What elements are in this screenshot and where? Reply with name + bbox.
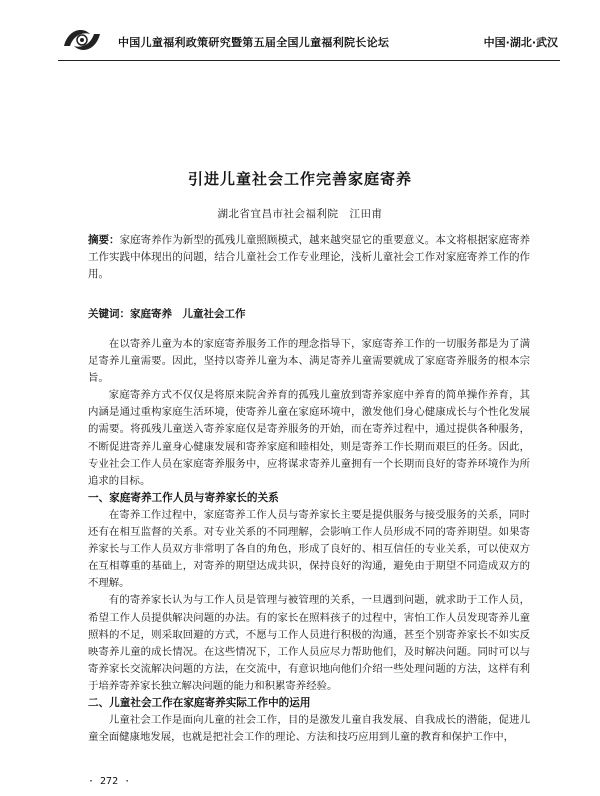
body-paragraph: 在寄养工作过程中，家庭寄养工作人员与寄养家长主要是提供服务与接受服务的关系，同时还有在相互监督的关系。对专业关系的不同理解，会影响工作人员形成不同的寄养期望。如果寄养家长与工作人员双方非常明了各自的角色，形成了良好的、相互信任的专业关系，可以使双方在互相尊重的基础上，对寄养的期望达成共识，保持良好的沟通，避免由于期望不同造成双方的不理解。 <box>88 508 530 590</box>
article-body <box>88 336 530 746</box>
section-heading-2: 二、儿童社会工作在家庭寄养实际工作中的运用 <box>88 696 311 709</box>
header-title: 中国儿童福利政策研究暨第五届全国儿童福利院长论坛 <box>118 36 390 49</box>
running-header <box>58 22 560 61</box>
section-heading-1: 一、家庭寄养工作人员与寄养家长的关系 <box>88 491 279 504</box>
body-paragraph: 家庭寄养方式不仅仅是将原来院舍养育的孤残儿童放到寄养家庭中养育的简单操作养育，其内涵是通过重构家庭生活环境，使寄养儿童在家庭环境中，激发他们身心健康成长与个性化发展的需要。将孤残儿童送入寄养家庭仅是寄养服务的开始，而在寄养过程中，通过提供各种服务，不断促进寄养儿童身心健康发展和寄养家庭和睦相处，则是寄养工作长期而艰巨的任务。因此，专业社会工作人员在家庭寄养服务中，应将谋求寄养儿童拥有一个长期而良好的寄养环境作为所追求的目标。 <box>88 389 530 487</box>
keywords-text: 家庭寄养 儿童社会工作 <box>130 308 246 320</box>
page-number: · 272 · <box>88 776 131 787</box>
forum-logo-icon <box>60 24 104 56</box>
abstract <box>88 232 530 283</box>
body-paragraph: 在以寄养儿童为本的家庭寄养服务工作的理念指导下，家庭寄养工作的一切服务都是为了满足寄养儿童需要。因此，坚持以寄养儿童为本、满足寄养儿童需要就成了家庭寄养服务的根本宗旨。 <box>88 338 530 385</box>
article-author: 湖北省宜昌市社会福利院 江田甫 <box>217 208 383 220</box>
abstract-text: 家庭寄养作为新型的孤残儿童照顾模式，越来越突显它的重要意义。本文将根据家庭寄养工作实践中体现出的问题，结合儿童社会工作专业理论，浅析儿童社会工作对家庭寄养工作的作用。 <box>88 234 531 280</box>
header-location: 中国·湖北·武汉 <box>483 36 558 49</box>
body-paragraph: 儿童社会工作是面向儿童的社会工作，目的是激发儿童自我发展、自我成长的潜能，促进儿童全面健康地发展，也就是把社会工作的理论、方法和技巧应用到儿童的教育和保护工作中， <box>88 714 530 744</box>
keywords <box>88 306 530 321</box>
abstract-label: 摘要： <box>88 234 120 246</box>
keywords-label: 关键词： <box>88 308 130 320</box>
body-paragraph: 有的寄养家长认为与工作人员是管理与被管理的关系，一旦遇到问题，就求助于工作人员，希望工作人员提供解决问题的办法。有的家长在照料孩子的过程中，害怕工作人员发现寄养儿童照料的不足，则采取回避的方式，不愿与工作人员进行积极的沟通，甚至个别寄养家长不如实反映寄养儿童的成长情况。在这些情况下，工作人员应尽力帮助他们，及时解决问题。同时可以与寄养家长交流解决问题的方法，在交流中，有意识地向他们介绍一些处理问题的方法，这样有利于培养寄养家长独立解决问题的能力和积累寄养经验。 <box>88 594 530 692</box>
article-title: 引进儿童社会工作完善家庭寄养 <box>187 170 412 188</box>
